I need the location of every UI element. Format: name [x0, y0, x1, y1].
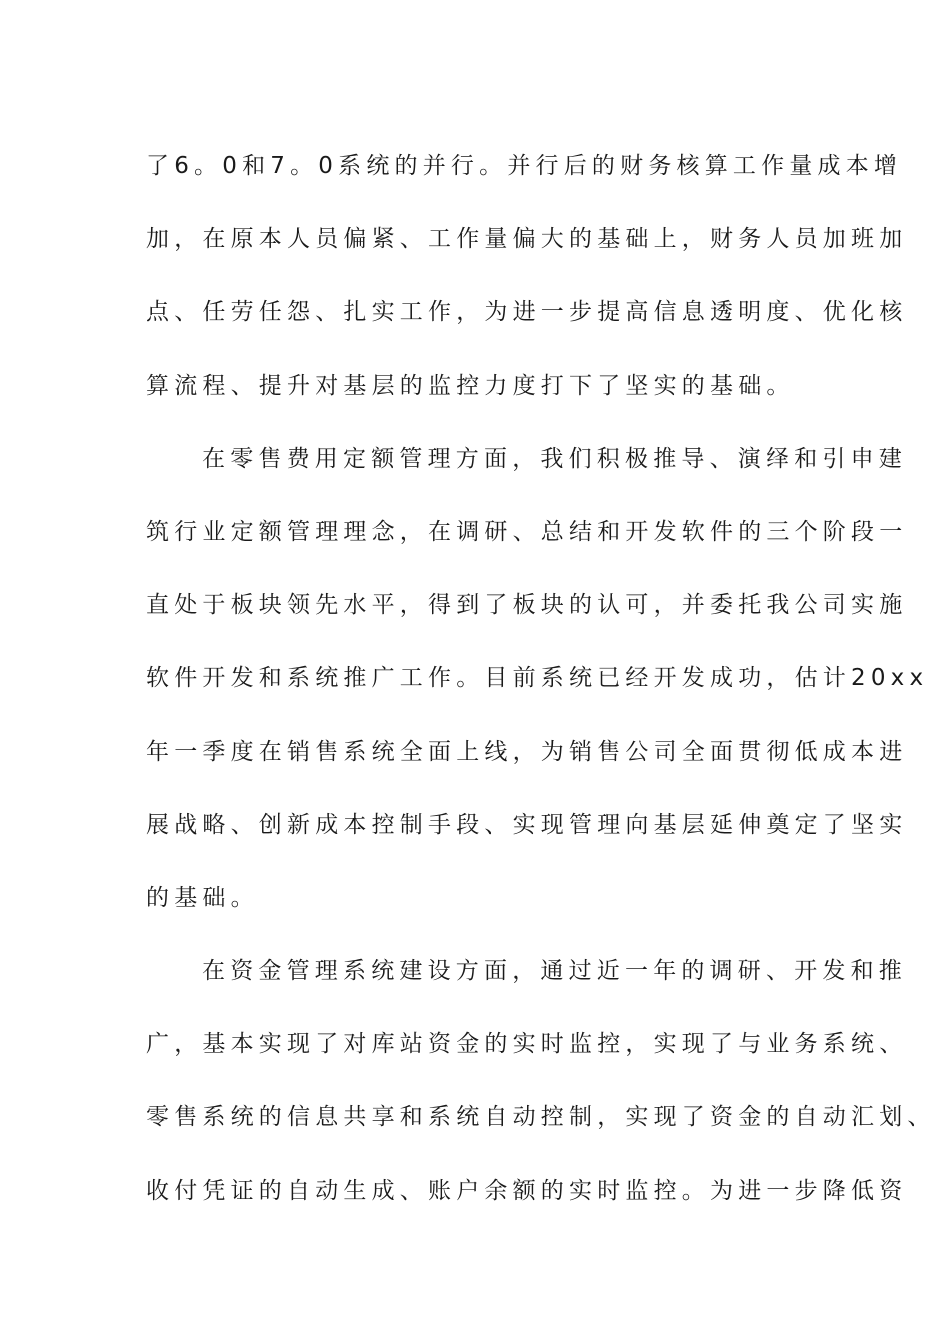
- text-line: 软件开发和系统推广工作。目前系统已经开发成功，估计20xx: [146, 665, 929, 692]
- text-line: 广，基本实现了对库站资金的实时监控，实现了与业务系统、: [146, 1031, 908, 1058]
- document-body-text: [146, 130, 936, 1228]
- text-line: 算流程、提升对基层的监控力度打下了坚实的基础。: [146, 372, 795, 399]
- text-line: 零售系统的信息共享和系统自动控制，实现了资金的自动汇划、: [146, 1104, 936, 1131]
- text-line: 筑行业定额管理理念，在调研、总结和开发软件的三个阶段一: [146, 518, 908, 545]
- paragraph-first-line: 在资金管理系统建设方面，通过近一年的调研、开发和推: [202, 958, 907, 985]
- text-line: 了6。0和7。0系统的并行。并行后的财务核算工作量成本增: [146, 153, 903, 179]
- text-line: 点、任劳任怨、扎实工作，为进一步提高信息透明度、优化核: [146, 299, 908, 326]
- text-line: 直处于板块领先水平，得到了板块的认可，并委托我公司实施: [146, 592, 908, 619]
- text-line: 加，在原本人员偏紧、工作量偏大的基础上，财务人员加班加: [146, 226, 908, 253]
- text-line: 收付凭证的自动生成、账户余额的实时监控。为进一步降低资: [146, 1177, 908, 1204]
- text-line: 的基础。: [146, 884, 259, 911]
- paragraph-first-line: 在零售费用定额管理方面，我们积极推导、演绎和引申建: [202, 445, 907, 472]
- text-line: 展战略、创新成本控制手段、实现管理向基层延伸奠定了坚实: [146, 811, 908, 838]
- text-line: 年一季度在销售系统全面上线，为销售公司全面贯彻低成本进: [146, 738, 908, 765]
